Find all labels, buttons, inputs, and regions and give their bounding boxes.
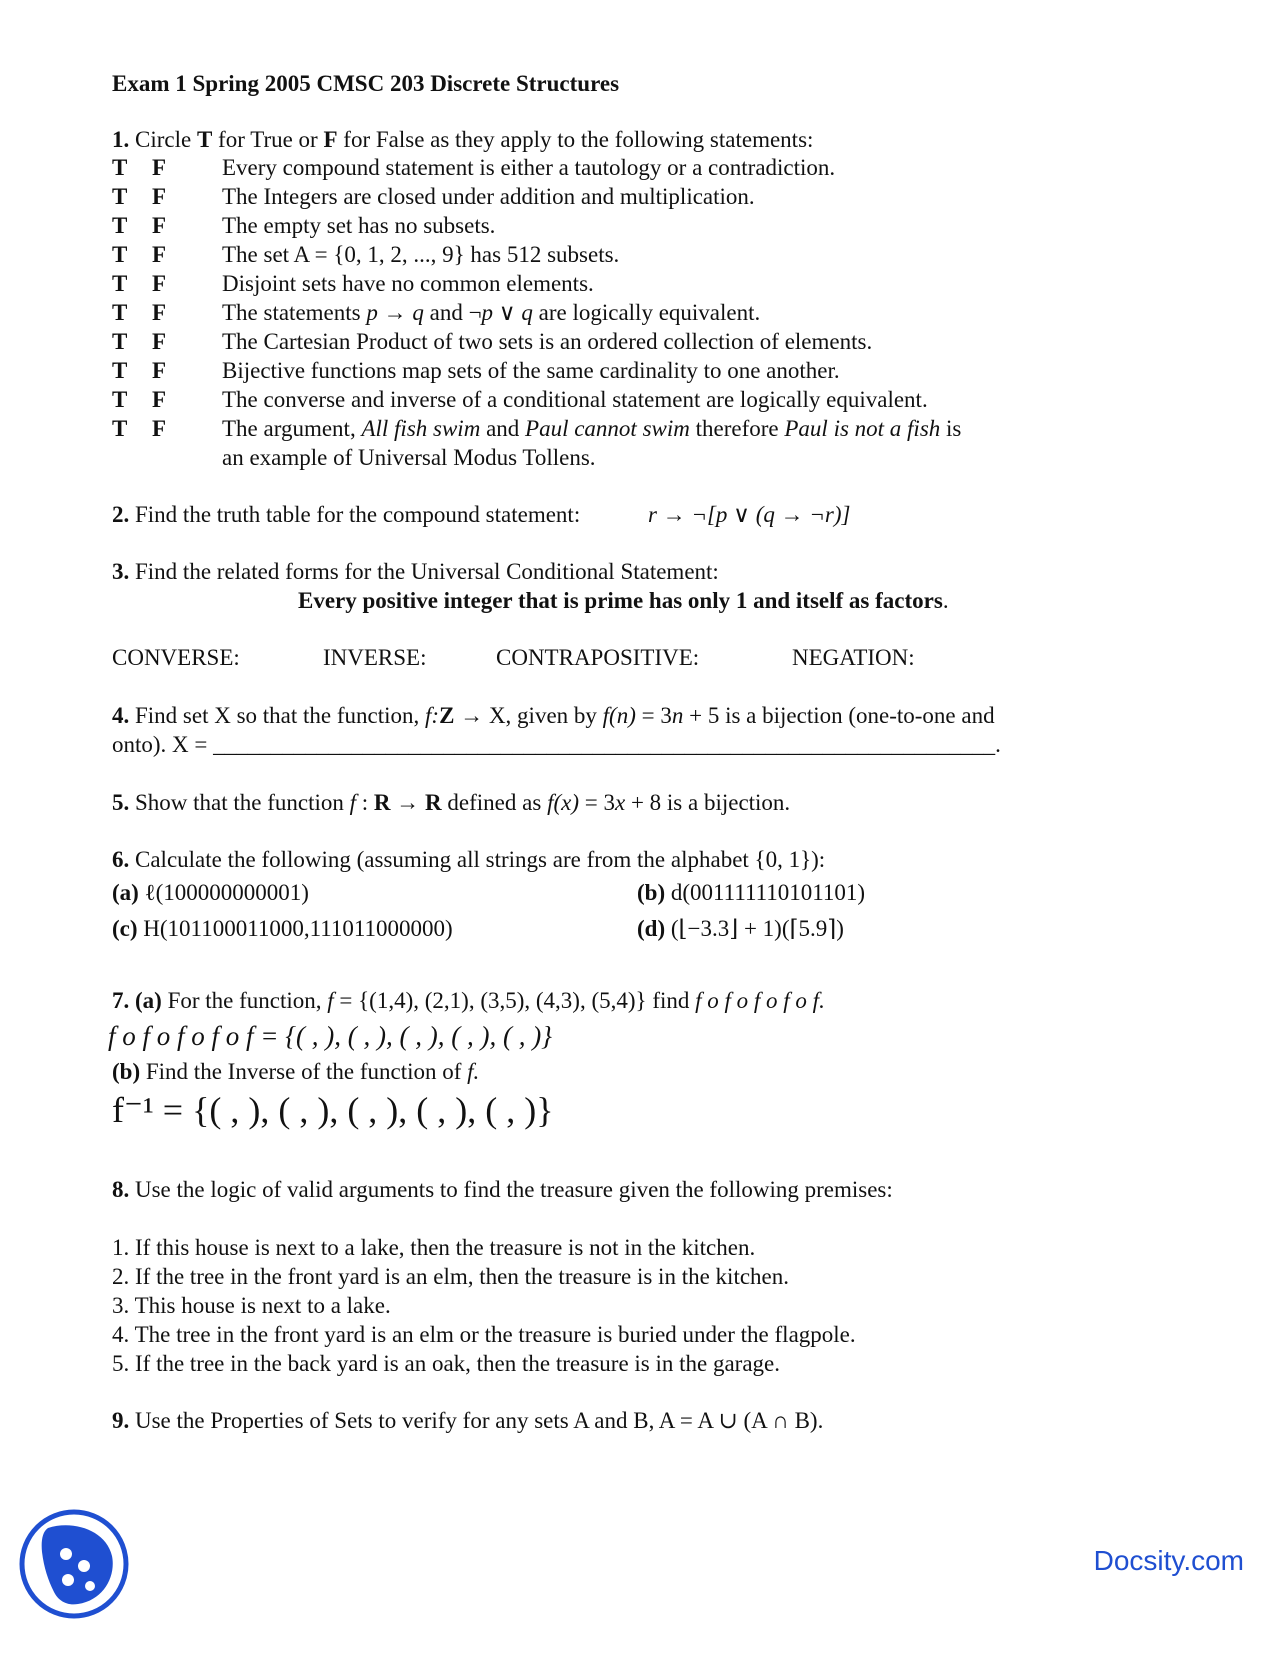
q3-statement: Every positive integer that is prime has only 1 and itself as factors. [298, 588, 949, 613]
q3-text: 3. Find the related forms for the Universal Conditional Statement: [112, 559, 719, 584]
q7-part-a: 7. (a) For the function, f = {(1,4), (2,1), (3,5), (4,3), (5,4)} find f o f o f o f o f. [112, 988, 825, 1013]
q1-statement-10: The argument, All fish swim and Paul cannot swim therefore Paul is not a fish is [222, 416, 962, 441]
true-option[interactable]: T [112, 184, 128, 209]
page-title: Exam 1 Spring 2005 CMSC 203 Discrete Structures [112, 71, 620, 96]
q5-number: 5. [112, 790, 130, 815]
true-option[interactable]: T [112, 387, 128, 412]
q2-formula: r → ¬[p ∨ (q → ¬r)] [648, 502, 851, 527]
false-option[interactable]: F [152, 300, 167, 325]
true-option[interactable]: T [112, 213, 128, 238]
q1-statement-8: Bijective functions map sets of the same cardinality to one another. [222, 358, 840, 383]
q3-number: 3. [112, 559, 130, 584]
true-option[interactable]: T [112, 329, 128, 354]
q1-number: 1. [112, 127, 130, 152]
false-option[interactable]: F [152, 329, 167, 354]
inverse-label: INVERSE: [323, 645, 427, 670]
q1-intro: 1. Circle T for True or F for False as they apply to the following statements: [112, 127, 814, 152]
q6-part-d: (d) (⌊−3.3⌋ + 1)(⌈5.9⌉) [637, 916, 844, 941]
q7-composition-answer[interactable]: f o f o f o f o f = {( , ), ( , ), ( , ), ( , ), ( , )} [108, 1021, 552, 1051]
q7-part-b: (b) Find the Inverse of the function of f. [112, 1059, 480, 1084]
q8-number: 8. [112, 1177, 130, 1202]
premise: 3. This house is next to a lake. [112, 1293, 391, 1318]
false-option[interactable]: F [152, 271, 167, 296]
false-option[interactable]: F [152, 416, 167, 441]
q2-text: 2. Find the truth table for the compound statement: [112, 502, 581, 527]
q1-statement-1: Every compound statement is either a tautology or a contradiction. [222, 155, 836, 180]
q1-statement-5: Disjoint sets have no common elements. [222, 271, 594, 296]
q1-statement-7: The Cartesian Product of two sets is an ordered collection of elements. [222, 329, 873, 354]
q6-part-a: (a) ℓ(100000000001) [112, 880, 309, 905]
q2-number: 2. [112, 502, 130, 527]
q5-text: 5. Show that the function f : R → R defined as f(x) = 3x + 8 is a bijection. [112, 790, 791, 815]
true-option[interactable]: T [112, 300, 128, 325]
q6-part-c: (c) H(101100011000,111011000000) [112, 916, 453, 941]
q1-statement-2: The Integers are closed under addition and multiplication. [222, 184, 755, 209]
q4-answer-line[interactable]: onto). X = ____________________________________________________________________. [112, 732, 1001, 757]
docsity-logo-icon[interactable] [18, 1508, 130, 1620]
premise: 1. If this house is next to a lake, then the treasure is not in the kitchen. [112, 1235, 756, 1260]
q1-statement-10-continued: an example of Universal Modus Tollens. [222, 445, 596, 470]
false-option[interactable]: F [152, 213, 167, 238]
q9-text: 9. Use the Properties of Sets to verify for any sets A and B, A = A ∪ (A ∩ B). [112, 1408, 824, 1433]
true-option[interactable]: T [112, 242, 128, 267]
q4-text: 4. Find set X so that the function, f:Z → X, given by f(n) = 3n + 5 is a bijection (one-to-one and [112, 703, 995, 728]
q4-number: 4. [112, 703, 130, 728]
q7-inverse-answer[interactable]: f⁻¹ = {( , ), ( , ), ( , ), ( , ), ( , )} [112, 1090, 554, 1130]
premise: 4. The tree in the front yard is an elm or the treasure is buried under the flagpole. [112, 1322, 856, 1347]
premise: 5. If the tree in the back yard is an oak, then the treasure is in the garage. [112, 1351, 781, 1376]
q1-statement-9: The converse and inverse of a conditional statement are logically equivalent. [222, 387, 928, 412]
q6-text: 6. Calculate the following (assuming all strings are from the alphabet {0, 1}): [112, 847, 826, 872]
q1-statement-4: The set A = {0, 1, 2, ..., 9} has 512 subsets. [222, 242, 620, 267]
q1-statement-6: The statements p → q and ¬p ∨ q are logically equivalent. [222, 300, 761, 325]
q6-part-b: (b) d(001111110101101) [637, 880, 866, 905]
true-option[interactable]: T [112, 155, 128, 180]
false-option[interactable]: F [152, 242, 167, 267]
false-option[interactable]: F [152, 387, 167, 412]
converse-label: CONVERSE: [112, 645, 240, 670]
q7-number: 7. [112, 988, 130, 1013]
q6-number: 6. [112, 847, 130, 872]
negation-label: NEGATION: [792, 645, 915, 670]
q9-number: 9. [112, 1408, 130, 1433]
false-option[interactable]: F [152, 358, 167, 383]
q1-statement-3: The empty set has no subsets. [222, 213, 496, 238]
contrapositive-label: CONTRAPOSITIVE: [496, 645, 700, 670]
true-option[interactable]: T [112, 271, 128, 296]
true-option[interactable]: T [112, 358, 128, 383]
premise: 2. If the tree in the front yard is an elm, then the treasure is in the kitchen. [112, 1264, 789, 1289]
q8-text: 8. Use the logic of valid arguments to find the treasure given the following premises: [112, 1177, 893, 1202]
docsity-brand-link[interactable]: Docsity.com [1093, 1545, 1244, 1576]
false-option[interactable]: F [152, 184, 167, 209]
true-option[interactable]: T [112, 416, 128, 441]
false-option[interactable]: F [152, 155, 167, 180]
